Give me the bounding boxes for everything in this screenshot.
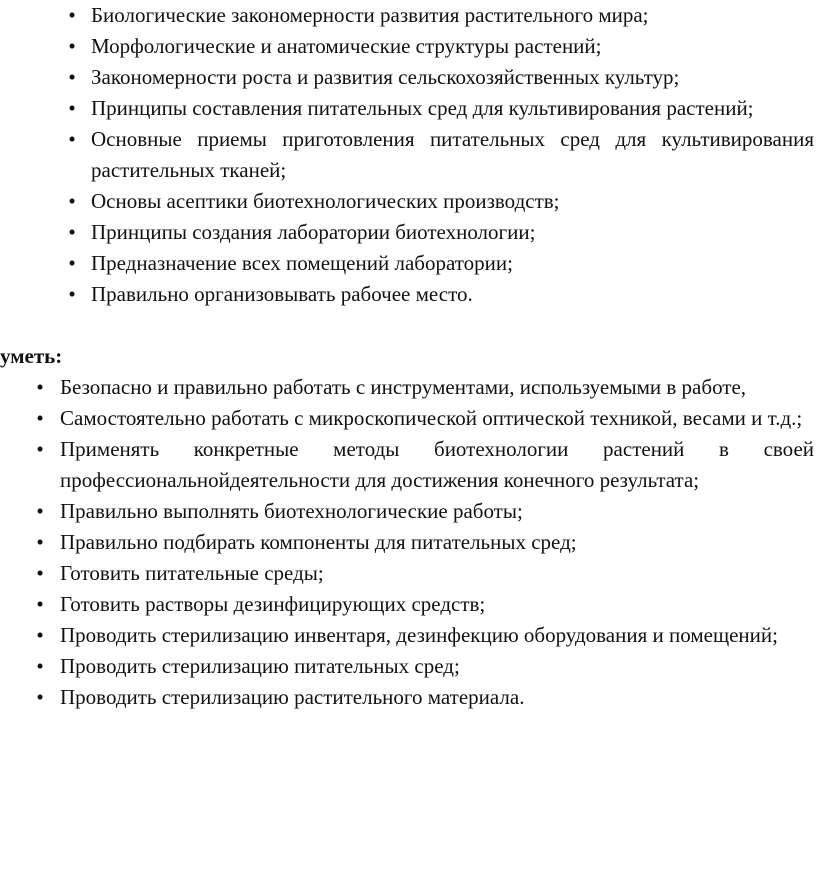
- skills-list: [30, 372, 814, 713]
- list-item-text: Правильно подбирать компоненты для питательных сред;: [60, 530, 577, 554]
- bullet-icon: •: [68, 65, 76, 89]
- bullet-icon: •: [68, 189, 76, 213]
- list-item: [30, 372, 814, 403]
- list-item-text: Готовить растворы дезинфицирующих средств;: [60, 592, 486, 616]
- bullet-icon: •: [36, 561, 44, 585]
- list-item-text: Применять конкретные методы биотехнологии растений в своей профессиональнойдеятельности для достижения конечного результата;: [60, 437, 814, 492]
- bullet-icon: •: [68, 282, 76, 306]
- bullet-icon: •: [68, 96, 76, 120]
- list-item: [62, 217, 814, 248]
- list-item: [62, 62, 814, 93]
- bullet-icon: •: [36, 623, 44, 647]
- list-item-text: Проводить стерилизацию инвентаря, дезинфекцию оборудования и помещений;: [60, 623, 778, 647]
- list-item-text: Закономерности роста и развития сельскохозяйственных культур;: [91, 65, 680, 89]
- list-item-text: Предназначение всех помещений лаборатории;: [91, 251, 513, 275]
- bullet-icon: •: [68, 251, 76, 275]
- list-item-text: Морфологические и анатомические структуры растений;: [91, 34, 602, 58]
- list-item-text: Самостоятельно работать с микроскопической оптической техникой, весами и т.д.;: [60, 406, 803, 430]
- bullet-icon: •: [36, 499, 44, 523]
- list-item: [62, 248, 814, 279]
- bullet-icon: •: [36, 592, 44, 616]
- list-item-text: Безопасно и правильно работать с инструментами, используемыми в работе,: [60, 375, 747, 399]
- list-item-text: Правильно организовывать рабочее место.: [91, 282, 473, 306]
- list-item-text: Готовить питательные среды;: [60, 561, 324, 585]
- list-item: [62, 0, 814, 31]
- list-item: [30, 682, 814, 713]
- list-item: [62, 31, 814, 62]
- bullet-icon: •: [36, 406, 44, 430]
- knowledge-list: [62, 0, 814, 310]
- bullet-icon: •: [68, 127, 76, 151]
- list-item-text: Принципы составления питательных сред для культивирования растений;: [91, 96, 754, 120]
- list-item-text: Правильно выполнять биотехнологические работы;: [60, 499, 523, 523]
- list-item: [62, 186, 814, 217]
- list-item: [30, 403, 814, 434]
- bullet-icon: •: [68, 3, 76, 27]
- list-item: [62, 124, 814, 186]
- list-item: [30, 496, 814, 527]
- list-item-text: Принципы создания лаборатории биотехнологии;: [91, 220, 536, 244]
- list-item: [30, 558, 814, 589]
- list-item: [30, 620, 814, 651]
- list-item: [30, 651, 814, 682]
- bullet-icon: •: [68, 34, 76, 58]
- skills-heading: уметь:: [0, 344, 63, 368]
- list-item-text: Проводить стерилизацию питательных сред;: [60, 654, 460, 678]
- bullet-icon: •: [36, 654, 44, 678]
- list-item: [30, 434, 814, 496]
- list-item-text: Биологические закономерности развития растительного мира;: [91, 3, 649, 27]
- list-item: [30, 527, 814, 558]
- bullet-icon: •: [68, 220, 76, 244]
- list-item: [62, 93, 814, 124]
- bullet-icon: •: [36, 375, 44, 399]
- list-item-text: Основные приемы приготовления питательных сред для культивирования растительных тканей;: [91, 127, 814, 182]
- bullet-icon: •: [36, 530, 44, 554]
- bullet-icon: •: [36, 685, 44, 709]
- list-item-text: Проводить стерилизацию растительного материала.: [60, 685, 525, 709]
- list-item: [62, 279, 814, 310]
- list-item-text: Основы асептики биотехнологических производств;: [91, 189, 560, 213]
- bullet-icon: •: [36, 437, 44, 461]
- list-item: [30, 589, 814, 620]
